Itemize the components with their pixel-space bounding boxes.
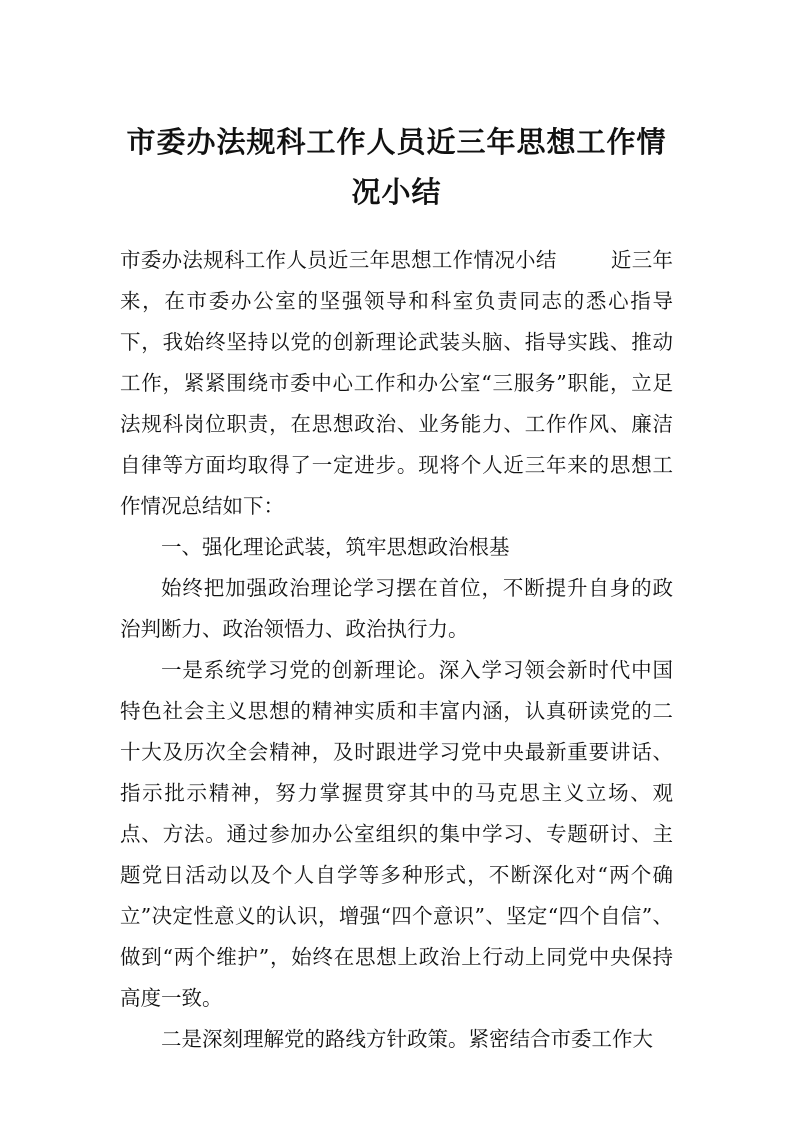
document-title-line-1: 市委办法规科工作人员近三年思想工作情 — [126, 125, 667, 159]
paragraph-point-two: 二是深刻理解党的路线方针政策。紧密结合市委工作大 — [161, 1027, 653, 1051]
section-heading-1: 一、强化理论武装，筑牢思想政治根基 — [161, 535, 510, 559]
document-title-line-2: 况小结 — [351, 175, 442, 209]
intro-body-text: 近三年来，在市委办公室的坚强领导和科室负责同志的悉心指导下，我始终坚持以党的创新理论武装头脑、指导实践、推动工作，紧紧围绕市委中心工作和办公室“三服务”职能，立足法规科岗位职责，在思想政治、业务能力、工作作风、廉洁自律等方面均取得了一定进步。现将个人近三年来的思想工作情况总结如下： — [120, 248, 674, 518]
intro-paragraph — [120, 240, 673, 527]
intro-lead-text: 市委办法规科工作人员近三年思想工作情况小结 — [120, 248, 557, 272]
document-body — [120, 240, 673, 1060]
paragraph-theory-study: 始终把加强政治理论学习摆在首位，不断提升自身的政治判断力、政治领悟力、政治执行力。 — [120, 576, 673, 641]
paragraph-point-one: 一是系统学习党的创新理论。深入学习领会新时代中国特色社会主义思想的精神实质和丰富内涵，认真研读党的二十大及历次全会精神，及时跟进学习党中央最新重要讲话、指示批示精神，努力掌握贯穿其中的马克思主义立场、观点、方法。通过参加办公室组织的集中学习、专题研讨、主题党日活动以及个人自学等多种形式，不断深化对“两个确立”决定性意义的认识，增强“四个意识”、坚定“四个自信”、做到“两个维护”，始终在思想上政治上行动上同党中央保持高度一致。 — [120, 658, 673, 1010]
